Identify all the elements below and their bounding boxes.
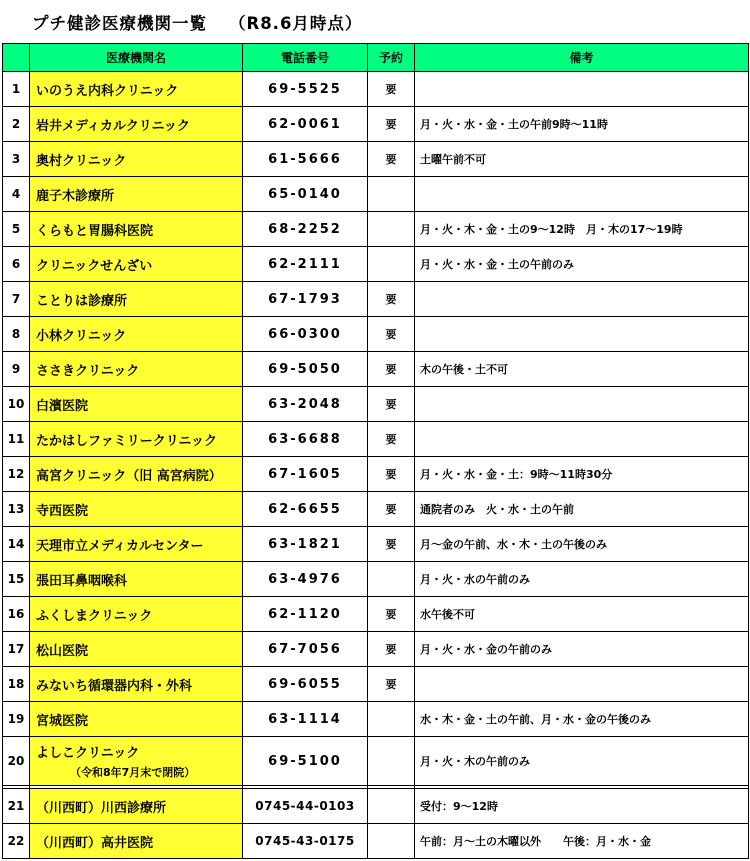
clinic-name-text: くらもと胃腸科医院 xyxy=(36,223,154,239)
clinic-name-text: ふくしまクリニック xyxy=(36,608,153,624)
notes: 月・火・水・金・土の午前のみ xyxy=(415,247,749,282)
row-number: 16 xyxy=(3,597,30,632)
table-row xyxy=(3,107,749,142)
clinic-name xyxy=(30,142,243,177)
clinic-name-text: いのうえ内科クリニック xyxy=(36,83,179,99)
phone-number: 67-1793 xyxy=(243,282,368,317)
clinic-name-text: 岩井メディカルクリニック xyxy=(36,118,190,134)
row-number: 4 xyxy=(3,177,30,212)
reservation-required: 要 xyxy=(368,282,415,317)
title-text: プチ健診医療機関一覧 xyxy=(32,14,207,33)
clinic-name-text: たかはしファミリークリニック xyxy=(36,433,217,449)
notes: 月・火・水・金・土：9時～11時30分 xyxy=(415,457,749,492)
notes: 通院者のみ 火・水・土の午前 xyxy=(415,492,749,527)
clinic-name xyxy=(30,282,243,317)
reservation-required: 要 xyxy=(368,107,415,142)
reservation-required xyxy=(368,702,415,737)
header-notes: 備考 xyxy=(415,44,749,72)
clinic-name xyxy=(30,72,243,107)
header-tel: 電話番号 xyxy=(243,44,368,72)
row-number: 8 xyxy=(3,317,30,352)
notes: 月・火・水の午前のみ xyxy=(415,562,749,597)
notes: 月・火・木の午前のみ xyxy=(415,737,749,786)
row-number: 6 xyxy=(3,247,30,282)
reservation-required: 要 xyxy=(368,352,415,387)
clinic-name xyxy=(30,737,243,786)
table-row xyxy=(3,492,749,527)
reservation-required: 要 xyxy=(368,492,415,527)
table-row xyxy=(3,527,749,562)
clinic-name xyxy=(30,422,243,457)
notes: 月・火・木・金・土の9～12時 月・木の17～19時 xyxy=(415,212,749,247)
notes xyxy=(415,667,749,702)
phone-number: 66-0300 xyxy=(243,317,368,352)
row-number: 5 xyxy=(3,212,30,247)
table-row xyxy=(3,282,749,317)
notes: 受付：9～12時 xyxy=(415,789,749,824)
row-number: 22 xyxy=(3,824,30,859)
clinic-name-text: 松山医院 xyxy=(36,643,89,659)
table-row xyxy=(3,352,749,387)
phone-number: 68-2252 xyxy=(243,212,368,247)
table-row xyxy=(3,562,749,597)
reservation-required: 要 xyxy=(368,527,415,562)
reservation-required: 要 xyxy=(368,317,415,352)
row-number: 19 xyxy=(3,702,30,737)
clinic-name-text: 白濱医院 xyxy=(36,398,89,414)
notes: 水・木・金・土の午前、月・水・金の午後のみ xyxy=(415,702,749,737)
clinic-name xyxy=(30,457,243,492)
phone-number: 62-2111 xyxy=(243,247,368,282)
table-row xyxy=(3,737,749,786)
reservation-required: 要 xyxy=(368,142,415,177)
row-number: 18 xyxy=(3,667,30,702)
table-row xyxy=(3,667,749,702)
phone-number: 63-1821 xyxy=(243,527,368,562)
clinic-name xyxy=(30,702,243,737)
phone-number: 63-2048 xyxy=(243,387,368,422)
row-number: 21 xyxy=(3,789,30,824)
clinic-name xyxy=(30,387,243,422)
table-row xyxy=(3,457,749,492)
clinic-name: （川西町）川西診療所 xyxy=(30,789,243,824)
phone-number: 63-4976 xyxy=(243,562,368,597)
reservation-required xyxy=(368,737,415,786)
notes xyxy=(415,317,749,352)
phone-number: 67-1605 xyxy=(243,457,368,492)
row-number: 11 xyxy=(3,422,30,457)
notes: 月～金の午前、水・木・土の午後のみ xyxy=(415,527,749,562)
phone-number: 61-5666 xyxy=(243,142,368,177)
clinic-name xyxy=(30,667,243,702)
closing-note: （令和8年7月末で閉院） xyxy=(70,766,196,779)
reservation-required: 要 xyxy=(368,632,415,667)
header-num xyxy=(3,44,30,72)
clinic-name xyxy=(30,317,243,352)
notes xyxy=(415,387,749,422)
reservation-required xyxy=(368,212,415,247)
clinic-name xyxy=(30,597,243,632)
clinic-name-text: みないち循環器内科・外科 xyxy=(36,678,193,694)
header-reservation: 予約 xyxy=(368,44,415,72)
table-row xyxy=(3,72,749,107)
clinic-name xyxy=(30,212,243,247)
phone-number: 63-6688 xyxy=(243,422,368,457)
reservation-required: 要 xyxy=(368,387,415,422)
phone-number: 0745-44-0103 xyxy=(243,789,368,824)
notes: 木の午後・土不可 xyxy=(415,352,749,387)
phone-number: 69-5525 xyxy=(243,72,368,107)
clinic-name xyxy=(30,492,243,527)
clinic-table xyxy=(2,43,749,859)
row-number: 7 xyxy=(3,282,30,317)
phone-number: 0745-43-0175 xyxy=(243,824,368,859)
clinic-name xyxy=(30,177,243,212)
row-number: 2 xyxy=(3,107,30,142)
clinic-name-text: 奥村クリニック xyxy=(36,153,127,169)
notes: 水午後不可 xyxy=(415,597,749,632)
row-number: 14 xyxy=(3,527,30,562)
phone-number: 69-6055 xyxy=(243,667,368,702)
phone-number: 62-6655 xyxy=(243,492,368,527)
phone-number: 69-5050 xyxy=(243,352,368,387)
table-row xyxy=(3,824,749,859)
row-number: 3 xyxy=(3,142,30,177)
notes: 月・火・水・金の午前のみ xyxy=(415,632,749,667)
row-number: 17 xyxy=(3,632,30,667)
row-number: 1 xyxy=(3,72,30,107)
notes: 午前：月～土の木曜以外 午後：月・水・金 xyxy=(415,824,749,859)
table-row xyxy=(3,247,749,282)
clinic-name xyxy=(30,562,243,597)
clinic-name-text: よしこクリニック xyxy=(36,746,140,761)
header-name: 医療機関名 xyxy=(30,44,243,72)
reservation-required: 要 xyxy=(368,422,415,457)
clinic-name xyxy=(30,352,243,387)
date-note: （R8.6月時点） xyxy=(229,14,363,33)
reservation-required: 要 xyxy=(368,667,415,702)
clinic-name-text: 天理市立メディカルセンター xyxy=(36,538,204,554)
notes xyxy=(415,422,749,457)
table-row xyxy=(3,212,749,247)
table-row xyxy=(3,789,749,824)
clinic-name-text: クリニックせんざい xyxy=(36,258,153,274)
row-number: 15 xyxy=(3,562,30,597)
page-title xyxy=(32,10,362,34)
notes: 月・火・水・金・土の午前9時～11時 xyxy=(415,107,749,142)
clinic-name-text: 高宮クリニック（旧 高宮病院） xyxy=(36,468,222,484)
table-header-row xyxy=(3,44,749,72)
clinic-name xyxy=(30,247,243,282)
row-number: 10 xyxy=(3,387,30,422)
reservation-required xyxy=(368,562,415,597)
reservation-required xyxy=(368,247,415,282)
row-number: 20 xyxy=(3,737,30,786)
reservation-required xyxy=(368,789,415,824)
table-row xyxy=(3,177,749,212)
notes xyxy=(415,177,749,212)
phone-number: 69-5100 xyxy=(243,737,368,786)
phone-number: 67-7056 xyxy=(243,632,368,667)
reservation-required: 要 xyxy=(368,597,415,632)
phone-number: 62-1120 xyxy=(243,597,368,632)
clinic-name xyxy=(30,527,243,562)
reservation-required: 要 xyxy=(368,72,415,107)
notes xyxy=(415,72,749,107)
clinic-name-text: ささきクリニック xyxy=(36,363,140,379)
row-number: 12 xyxy=(3,457,30,492)
clinic-name xyxy=(30,107,243,142)
row-number: 13 xyxy=(3,492,30,527)
clinic-name: （川西町）高井医院 xyxy=(30,824,243,859)
clinic-name-text: ことりは診療所 xyxy=(36,293,128,309)
clinic-name-text: 小林クリニック xyxy=(36,328,127,344)
clinic-name-text: 鹿子木診療所 xyxy=(36,188,115,204)
notes xyxy=(415,282,749,317)
reservation-required xyxy=(368,824,415,859)
clinic-name-text: 宮城医院 xyxy=(36,713,89,729)
reservation-required: 要 xyxy=(368,457,415,492)
clinic-name-text: 寺西医院 xyxy=(36,503,89,519)
clinic-name-text: 張田耳鼻咽喉科 xyxy=(36,573,128,589)
phone-number: 62-0061 xyxy=(243,107,368,142)
table-row xyxy=(3,422,749,457)
phone-number: 65-0140 xyxy=(243,177,368,212)
table-row xyxy=(3,317,749,352)
phone-number: 63-1114 xyxy=(243,702,368,737)
row-number: 9 xyxy=(3,352,30,387)
table-row xyxy=(3,632,749,667)
reservation-required xyxy=(368,177,415,212)
table-row xyxy=(3,142,749,177)
table-row xyxy=(3,702,749,737)
table-row xyxy=(3,597,749,632)
clinic-name xyxy=(30,632,243,667)
table-row xyxy=(3,387,749,422)
notes: 土曜午前不可 xyxy=(415,142,749,177)
